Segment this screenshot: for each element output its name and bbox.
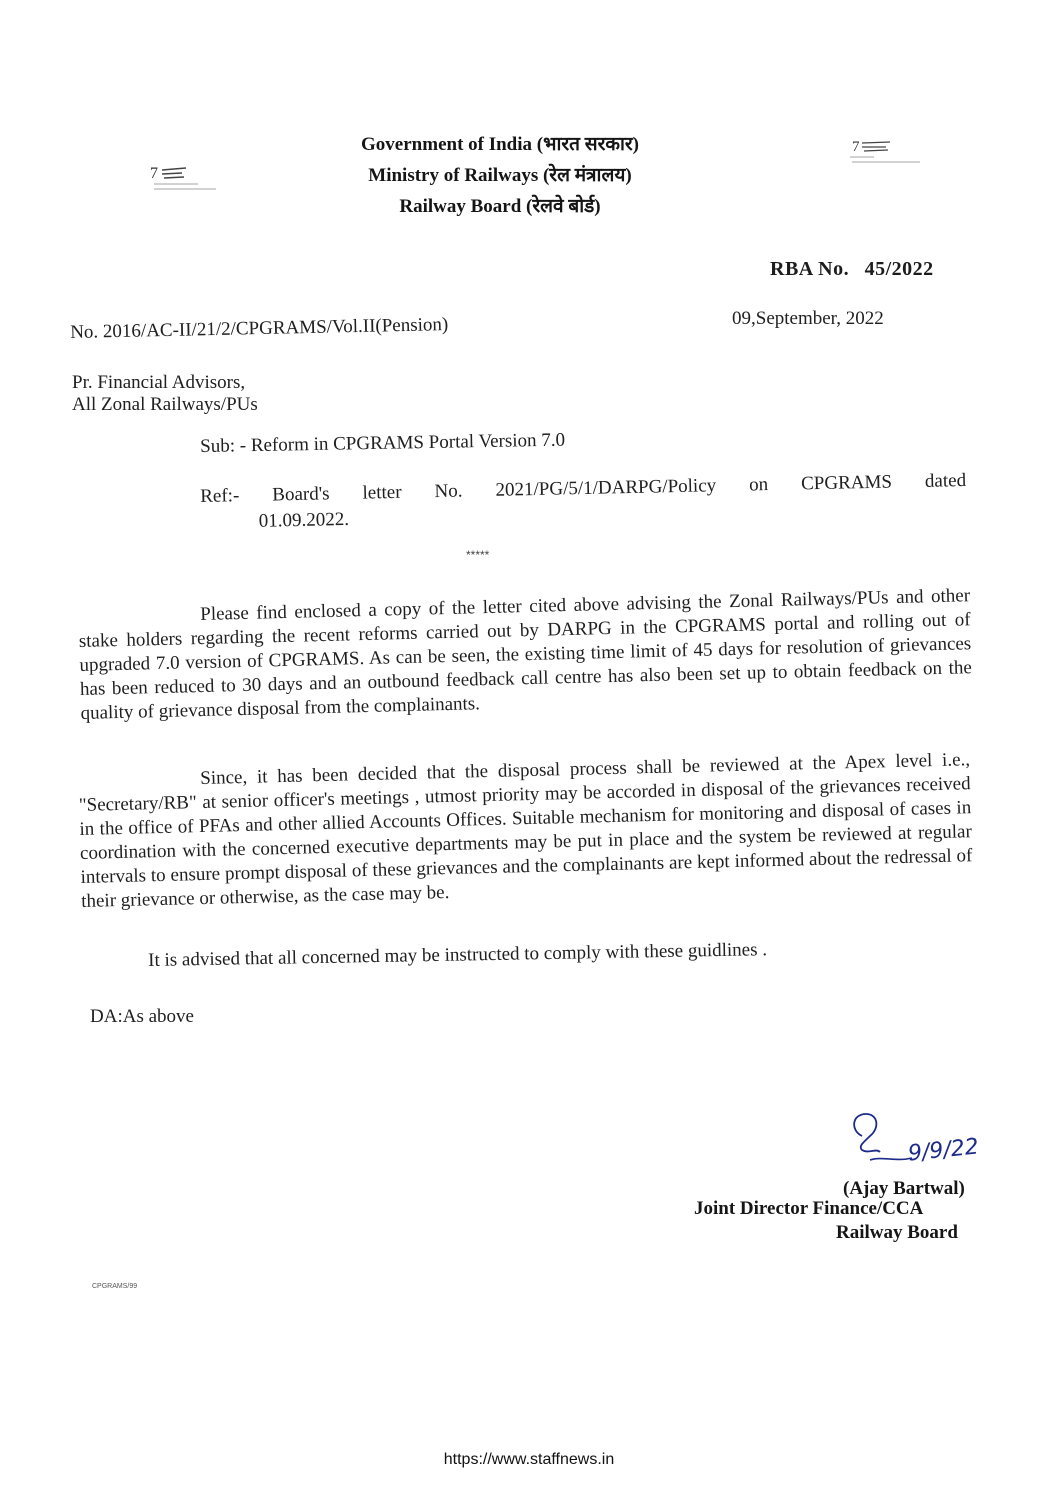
svg-text:7: 7 xyxy=(852,139,860,155)
reference-line-2: 01.09.2022. xyxy=(258,508,350,532)
signatory-designation: Joint Director Finance/CCA xyxy=(694,1198,924,1219)
letter-date: 09,September, 2022 xyxy=(732,308,884,329)
signatory-name: (Ajay Bartwal) xyxy=(843,1178,965,1199)
paragraph-2: Since, it has been decided that the disposal process shall be reviewed at the Apex level i.e., "Secretary/RB" at senior officer's meetings , utmost priority may be accorded in disposal of the grievances received in the office of PFAs and other allied Accounts Offices. Suitable mechanism for monitoring and disposal of cases in coordination with the concerned executive departments may be put in place and the system be reviewed at regular intervals to ensure prompt disposal of these grievances and the complainants are kept informed about the redressal of their grievance or otherwise, as the case may be. xyxy=(78,749,973,912)
paragraph-3: It is advised that all concerned may be instructed to comply with these guidlines . xyxy=(148,939,768,971)
rba-label: RBA No. xyxy=(770,258,850,280)
file-code: CPGRAMS/99 xyxy=(92,1283,138,1290)
header-board: Railway Board (रेलवे बोर्ड) xyxy=(399,196,601,217)
header-ministry: Ministry of Railways (रेल मंत्रालय) xyxy=(368,165,632,186)
addressee xyxy=(72,372,258,416)
subject-line: Sub: - Reform in CPGRAMS Portal Version 7.0 xyxy=(200,429,566,457)
svg-text:7: 7 xyxy=(150,165,158,182)
signature-date: 9/9/22 xyxy=(906,1134,980,1167)
addressee-line-2: All Zonal Railways/PUs xyxy=(72,394,258,415)
header-government: Government of India (भारत सरकार) xyxy=(361,134,639,155)
rba-number xyxy=(770,258,934,281)
rba-value: 45/2022 xyxy=(864,258,934,280)
footer-url[interactable]: https://www.staffnews.in xyxy=(443,1451,615,1468)
reference xyxy=(200,468,967,536)
reference-line-1: Ref:- Board's letter No. 2021/PG/5/1/DARPG/Policy on CPGRAMS dated xyxy=(200,469,967,507)
enclosure-note: DA:As above xyxy=(90,1006,194,1027)
paragraph-1: Please find enclosed a copy of the letter cited above advising the Zonal Railways/PUs and other stake holders regarding the recent reforms carried out by DARPG in the CPGRAMS portal and rolling out of upgraded 7.0 version of CPGRAMS. As can be seen, the existing time limit of 45 days for resolution of grievances has been reduced to 30 days and an outbound feedback call centre has also been set up to obtain feedback on the quality of grievance disposal from the complainants. xyxy=(78,585,973,724)
separator-stars: ***** xyxy=(466,548,490,562)
file-number: No. 2016/AC-II/21/2/CPGRAMS/Vol.II(Pension) xyxy=(70,314,449,343)
handwritten-signature xyxy=(840,1108,1010,1188)
addressee-line-1: Pr. Financial Advisors, xyxy=(72,372,246,393)
signatory-office: Railway Board xyxy=(836,1222,958,1243)
